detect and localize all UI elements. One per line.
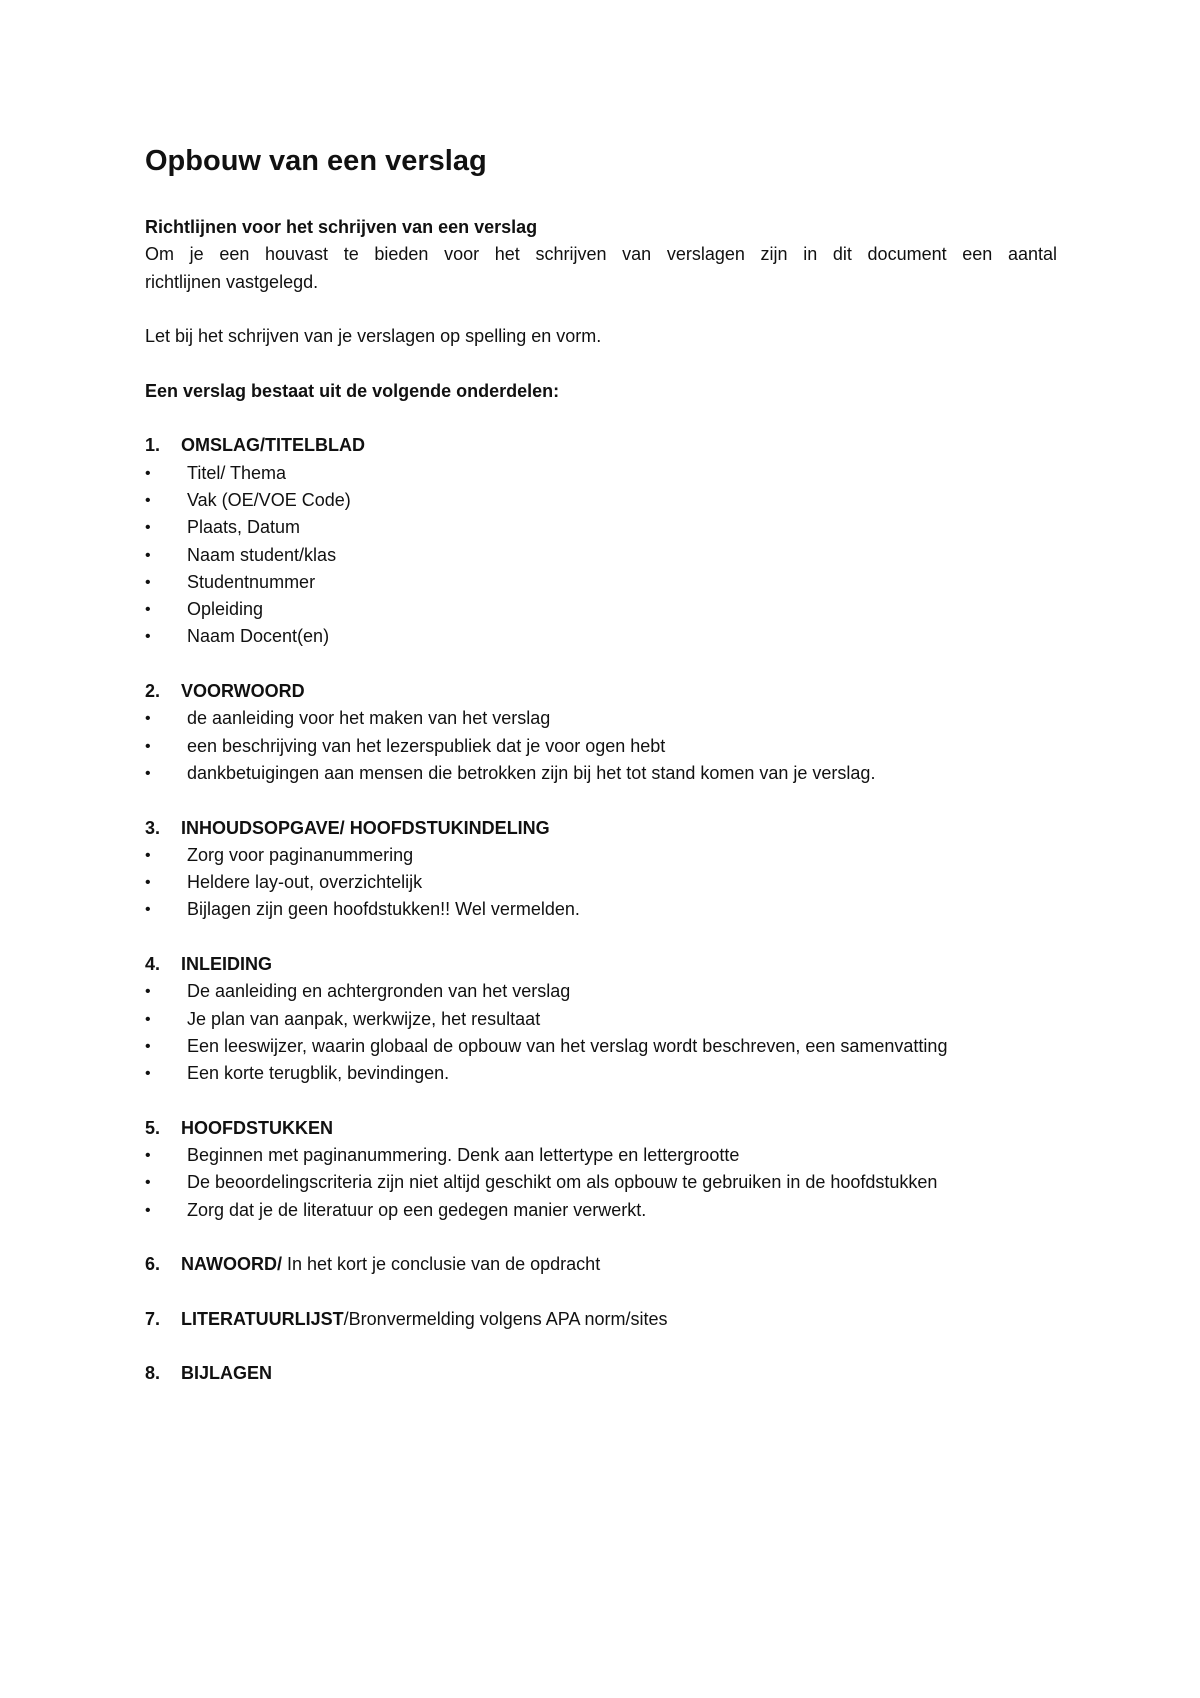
list-item-text: Zorg voor paginanummering [187, 844, 414, 865]
spacer [145, 1224, 1057, 1251]
list-item [145, 760, 1057, 787]
section-heading-text [181, 1251, 600, 1278]
list-item-text: Opleiding [187, 599, 264, 620]
section-number: 5. [145, 1117, 161, 1138]
section-number: 2. [145, 681, 161, 702]
bullet-icon: • [145, 1147, 151, 1165]
list-item [145, 1060, 1057, 1087]
section-heading-row [145, 678, 1057, 705]
bullet-icon: • [145, 1174, 151, 1192]
section-heading-text [181, 951, 272, 978]
section [145, 1115, 1057, 1251]
list-item [145, 460, 1057, 487]
bullet-icon: • [145, 764, 151, 782]
spacer [145, 1279, 1057, 1306]
section-number: 6. [145, 1254, 161, 1275]
spacer [145, 1333, 1057, 1360]
section-heading-row [145, 815, 1057, 842]
list-item-text: Studentnummer [187, 571, 316, 592]
list-item [145, 705, 1057, 732]
section-heading: NAWOORD/ [181, 1254, 282, 1275]
list-item-text: Een leeswijzer, waarin globaal de opbouw van het verslag wordt beschreven, een samenvatting [187, 1035, 948, 1056]
section-number: 7. [145, 1308, 161, 1329]
section-heading-text [181, 1306, 668, 1333]
spacer [145, 924, 1057, 951]
bullet-icon: • [145, 628, 151, 646]
spacer [145, 296, 1057, 323]
section-heading-text [181, 815, 550, 842]
list-item [145, 869, 1057, 896]
list-item [145, 542, 1057, 569]
section-heading-rest: /Bronvermelding volgens APA norm/sites [343, 1308, 668, 1329]
bullet-icon: • [145, 846, 151, 864]
sections-list [145, 432, 1057, 1387]
section-number: 4. [145, 954, 161, 975]
list-item [145, 1169, 1057, 1196]
spacer [145, 405, 1057, 432]
section-heading: INHOUDSOPGAVE/ HOOFDSTUKINDELING [181, 817, 550, 838]
section [145, 951, 1057, 1115]
list-item-text: Beginnen met paginanummering. Denk aan lettertype en lettergrootte [187, 1145, 740, 1166]
section [145, 1306, 1057, 1361]
section-number: 1. [145, 435, 161, 456]
list-item-text: Titel/ Thema [187, 462, 287, 483]
section-heading-text [181, 432, 365, 459]
intro-paragraph-line-2: richtlijnen vastgelegd. [145, 271, 319, 292]
section-heading-row [145, 1115, 1057, 1142]
bullet-icon: • [145, 983, 151, 1001]
section [145, 432, 1057, 678]
list-item [145, 623, 1057, 650]
parts-heading: Een verslag bestaat uit de volgende onderdelen: [145, 380, 560, 401]
section-number: 3. [145, 817, 161, 838]
section-heading-text [181, 678, 305, 705]
document-title: Opbouw van een verslag [145, 145, 487, 177]
list-item-text: Naam Docent(en) [187, 626, 330, 647]
section-heading-rest: In het kort je conclusie van de opdracht [282, 1254, 601, 1275]
bullet-icon: • [145, 1037, 151, 1055]
intro-block [145, 214, 1057, 432]
list-item [145, 733, 1057, 760]
bullet-icon: • [145, 491, 151, 509]
section [145, 678, 1057, 814]
list-item-text: Heldere lay-out, overzichtelijk [187, 872, 423, 893]
list-item-text: De aanleiding en achtergronden van het verslag [187, 981, 571, 1002]
bullet-icon: • [145, 546, 151, 564]
section-heading: OMSLAG/TITELBLAD [181, 435, 365, 456]
list-item-text: een beschrijving van het lezerspubliek dat je voor ogen hebt [187, 735, 666, 756]
bullet-icon: • [145, 874, 151, 892]
section-heading-row [145, 1306, 1057, 1333]
section-heading: HOOFDSTUKKEN [181, 1117, 333, 1138]
list-item-text: Plaats, Datum [187, 517, 301, 538]
list-item-text: de aanleiding voor het maken van het verslag [187, 708, 551, 729]
section [145, 1251, 1057, 1306]
bullet-icon: • [145, 601, 151, 619]
list-item [145, 896, 1057, 923]
list-item [145, 1006, 1057, 1033]
bullet-icon: • [145, 710, 151, 728]
list-item [145, 596, 1057, 623]
list-item [145, 1197, 1057, 1224]
section-heading-row [145, 1360, 1057, 1387]
section-heading-row [145, 1251, 1057, 1278]
list-item [145, 1142, 1057, 1169]
section [145, 815, 1057, 951]
bullet-icon: • [145, 1010, 151, 1028]
bullet-icon: • [145, 519, 151, 537]
document-page [145, 140, 1057, 1388]
section [145, 1360, 1057, 1387]
section-heading-text [181, 1115, 333, 1142]
list-item-text: Bijlagen zijn geen hoofdstukken!! Wel vermelden. [187, 899, 580, 920]
section-heading: LITERATUURLIJST [181, 1308, 344, 1329]
list-item [145, 569, 1057, 596]
section-number: 8. [145, 1363, 161, 1384]
list-item [145, 1033, 1057, 1060]
bullet-icon: • [145, 1065, 151, 1083]
intro-paragraph-line-1: Om je een houvast te bieden voor het schrijven van verslagen zijn in dit document een aantal [145, 244, 1057, 265]
section-heading-row [145, 951, 1057, 978]
list-item-text: De beoordelingscriteria zijn niet altijd geschikt om als opbouw te gebruiken in de hoofdstukken [187, 1172, 938, 1193]
list-item-text: Vak (OE/VOE Code) [187, 489, 351, 510]
list-item [145, 514, 1057, 541]
spacer [145, 787, 1057, 814]
bullet-icon: • [145, 1201, 151, 1219]
spacer [145, 350, 1057, 377]
section-heading: BIJLAGEN [181, 1363, 273, 1384]
spacer [145, 1088, 1057, 1115]
intro-note: Let bij het schrijven van je verslagen op spelling en vorm. [145, 326, 602, 347]
bullet-icon: • [145, 737, 151, 755]
list-item-text: Een korte terugblik, bevindingen. [187, 1063, 450, 1084]
section-heading-row [145, 432, 1057, 459]
bullet-icon: • [145, 573, 151, 591]
section-heading: VOORWOORD [181, 681, 305, 702]
intro-subtitle: Richtlijnen voor het schrijven van een verslag [145, 217, 538, 237]
list-item-text: Naam student/klas [187, 544, 337, 565]
list-item-text: Zorg dat je de literatuur op een gedegen manier verwerkt. [187, 1199, 647, 1220]
bullet-icon: • [145, 901, 151, 919]
section-heading-text [181, 1360, 272, 1387]
section-heading: INLEIDING [181, 954, 273, 975]
list-item-text: Je plan van aanpak, werkwijze, het resultaat [187, 1008, 541, 1029]
bullet-icon: • [145, 464, 151, 482]
list-item [145, 842, 1057, 869]
list-item [145, 978, 1057, 1005]
list-item-text: dankbetuigingen aan mensen die betrokken zijn bij het tot stand komen van je verslag. [187, 762, 876, 783]
spacer [145, 651, 1057, 678]
list-item [145, 487, 1057, 514]
